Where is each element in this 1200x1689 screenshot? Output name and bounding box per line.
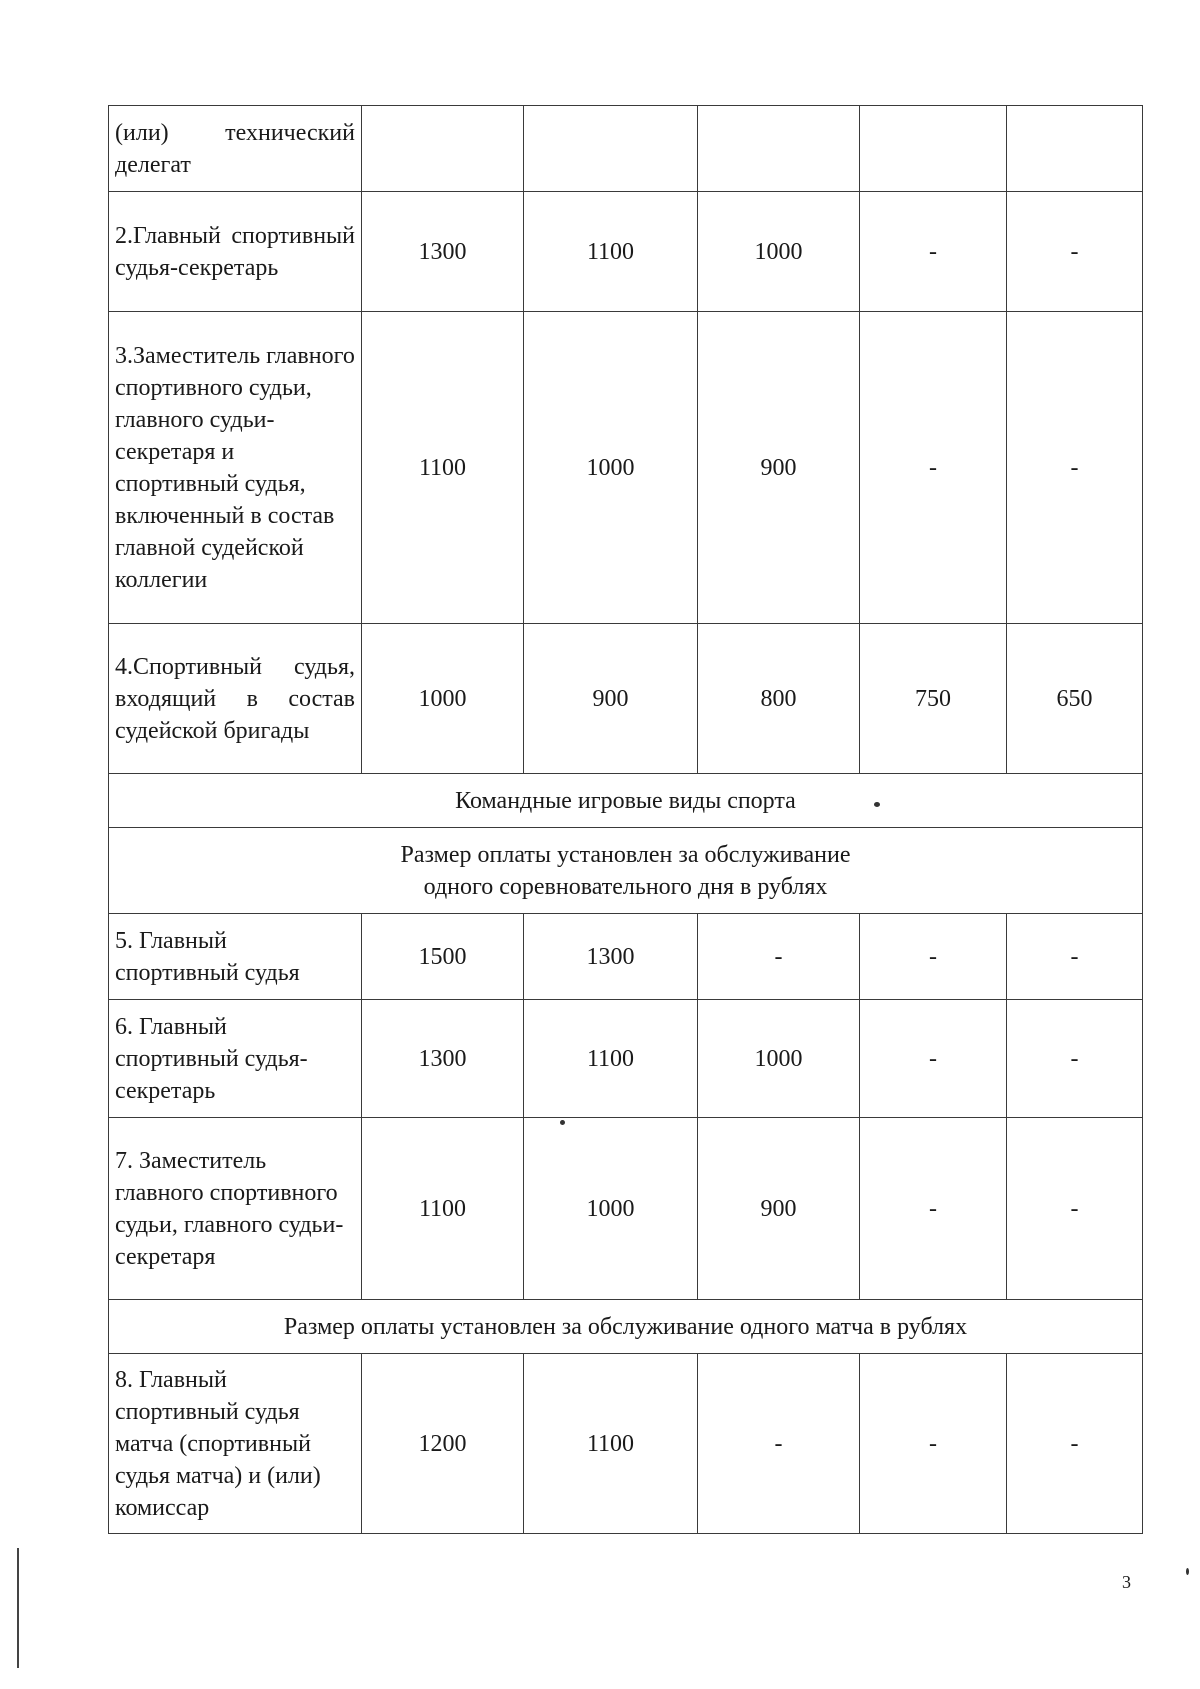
row-label: (или) технический делегат xyxy=(109,106,362,192)
cell-value: 900 xyxy=(524,624,698,774)
cell-value: - xyxy=(698,914,860,1000)
cell-value: 800 xyxy=(698,624,860,774)
table-row xyxy=(109,106,1143,192)
cell-value xyxy=(860,106,1007,192)
table-row xyxy=(109,914,1143,1000)
cell-value: 900 xyxy=(698,312,860,624)
section-row xyxy=(109,828,1143,914)
cell-value: - xyxy=(860,1000,1007,1118)
section-heading xyxy=(109,828,1143,914)
row-label: 5. Главный спортивный судья xyxy=(109,914,362,1000)
cell-value: - xyxy=(1007,914,1143,1000)
cell-value: 1300 xyxy=(362,192,524,312)
row-label: 2.Главный спортивный судья-секретарь xyxy=(109,192,362,312)
cell-value: 1100 xyxy=(524,1354,698,1534)
cell-value: 1300 xyxy=(524,914,698,1000)
cell-value: 1000 xyxy=(524,312,698,624)
cell-value: 1000 xyxy=(362,624,524,774)
row-label: 4.Спортивный судья, входящий в состав судейской бригады xyxy=(109,624,362,774)
cell-value xyxy=(1007,106,1143,192)
cell-value: 1500 xyxy=(362,914,524,1000)
section-row xyxy=(109,1300,1143,1354)
table-row xyxy=(109,192,1143,312)
cell-value: - xyxy=(1007,312,1143,624)
cell-value: 1100 xyxy=(524,192,698,312)
cell-value: - xyxy=(1007,1000,1143,1118)
scan-speck xyxy=(1186,1568,1189,1575)
section-row xyxy=(109,774,1143,828)
cell-value: - xyxy=(860,192,1007,312)
table-row xyxy=(109,312,1143,624)
row-label: 8. Главный спортивный судья матча (спортивный судья матча) и (или) комиссар xyxy=(109,1354,362,1534)
cell-value: 1100 xyxy=(362,312,524,624)
scan-speck xyxy=(560,1120,565,1125)
scan-edge-line xyxy=(17,1548,19,1668)
cell-value: - xyxy=(1007,1118,1143,1300)
cell-value: 1100 xyxy=(524,1000,698,1118)
section-heading: Командные игровые виды спорта xyxy=(109,774,1143,828)
cell-value: - xyxy=(860,914,1007,1000)
cell-value: - xyxy=(860,1354,1007,1534)
section-heading-line: Размер оплаты установлен за обслуживание xyxy=(400,841,851,868)
row-label: 7. Заместитель главного спортивного судьи, главного судьи-секретаря xyxy=(109,1118,362,1300)
cell-value: - xyxy=(860,312,1007,624)
scan-speck xyxy=(874,802,880,807)
cell-value: 1000 xyxy=(524,1118,698,1300)
cell-value: 750 xyxy=(860,624,1007,774)
cell-value: 1000 xyxy=(698,192,860,312)
row-label: 3.Заместитель главного спортивного судьи, главного судьи-секретаря и спортивный судья, включенный в состав главной судейской коллегии xyxy=(109,312,362,624)
cell-value xyxy=(524,106,698,192)
section-heading: Размер оплаты установлен за обслуживание одного матча в рублях xyxy=(109,1300,1143,1354)
cell-value: 650 xyxy=(1007,624,1143,774)
cell-value: 1000 xyxy=(698,1000,860,1118)
table-row xyxy=(109,624,1143,774)
row-label: 6. Главный спортивный судья-секретарь xyxy=(109,1000,362,1118)
cell-value: 1300 xyxy=(362,1000,524,1118)
table-row xyxy=(109,1118,1143,1300)
cell-value: - xyxy=(698,1354,860,1534)
cell-value: - xyxy=(860,1118,1007,1300)
cell-value: 900 xyxy=(698,1118,860,1300)
table-row xyxy=(109,1000,1143,1118)
page-number: 3 xyxy=(1122,1572,1131,1592)
referee-payment-table xyxy=(108,105,1143,1534)
cell-value: 1100 xyxy=(362,1118,524,1300)
cell-value: 1200 xyxy=(362,1354,524,1534)
cell-value xyxy=(362,106,524,192)
section-heading-line: одного соревновательного дня в рублях xyxy=(423,873,828,900)
table-row xyxy=(109,1354,1143,1534)
cell-value xyxy=(698,106,860,192)
cell-value: - xyxy=(1007,1354,1143,1534)
cell-value: - xyxy=(1007,192,1143,312)
